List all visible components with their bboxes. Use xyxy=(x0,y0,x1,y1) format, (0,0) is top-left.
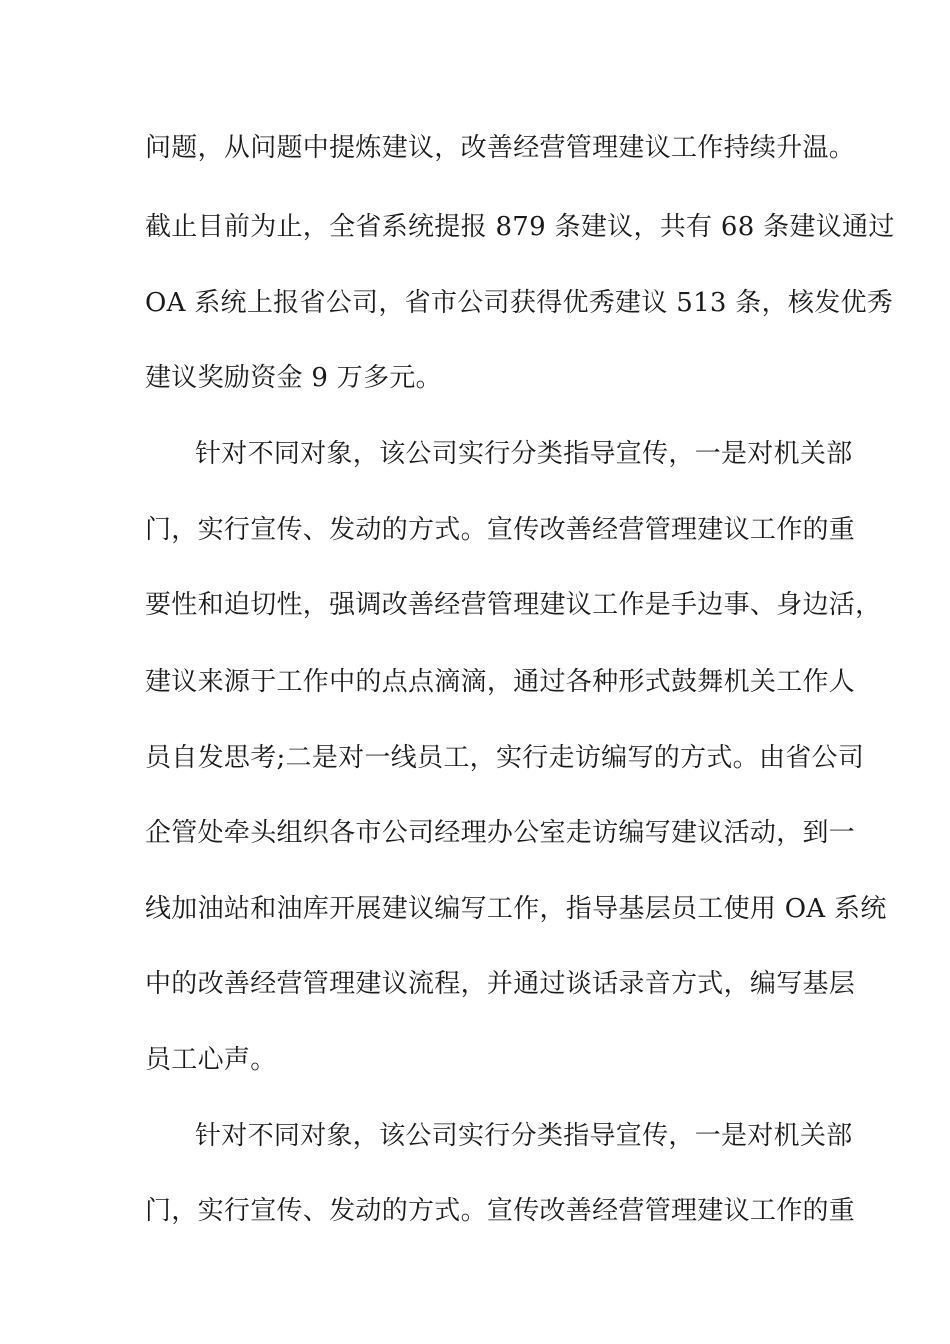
paragraph-line: 截止目前为止，全省系统提报 879 条建议，共有 68 条建议通过 xyxy=(145,212,895,242)
paragraph-line: 针对不同对象，该公司实行分类指导宣传，一是对机关部 xyxy=(195,439,853,469)
paragraph-line: 门，实行宣传、发动的方式。宣传改善经营管理建议工作的重 xyxy=(145,1196,856,1226)
paragraph-line: 问题，从问题中提炼建议，改善经营管理建议工作持续升温。 xyxy=(145,133,856,163)
paragraph-line: 针对不同对象，该公司实行分类指导宣传，一是对机关部 xyxy=(195,1121,853,1151)
paragraph-line: 员工心声。 xyxy=(145,1045,277,1075)
paragraph-line: 员自发思考;二是对一线员工，实行走访编写的方式。由省公司 xyxy=(145,743,865,773)
paragraph-line: OA 系统上报省公司，省市公司获得优秀建议 513 条，核发优秀 xyxy=(145,288,894,318)
paragraph-line: 要性和迫切性，强调改善经营管理建议工作是手边事、身边活， xyxy=(145,590,882,620)
paragraph-line: 企管处牵头组织各市公司经理办公室走访编写建议活动，到一 xyxy=(145,818,856,848)
paragraph-line: 建议奖励资金 9 万多元。 xyxy=(145,363,442,393)
paragraph-line: 门，实行宣传、发动的方式。宣传改善经营管理建议工作的重 xyxy=(145,515,856,545)
paragraph-line: 中的改善经营管理建议流程，并通过谈话录音方式，编写基层 xyxy=(145,969,856,999)
paragraph-line: 建议来源于工作中的点点滴滴，通过各种形式鼓舞机关工作人 xyxy=(145,667,856,697)
paragraph-line: 线加油站和油库开展建议编写工作，指导基层员工使用 OA 系统 xyxy=(145,894,887,924)
